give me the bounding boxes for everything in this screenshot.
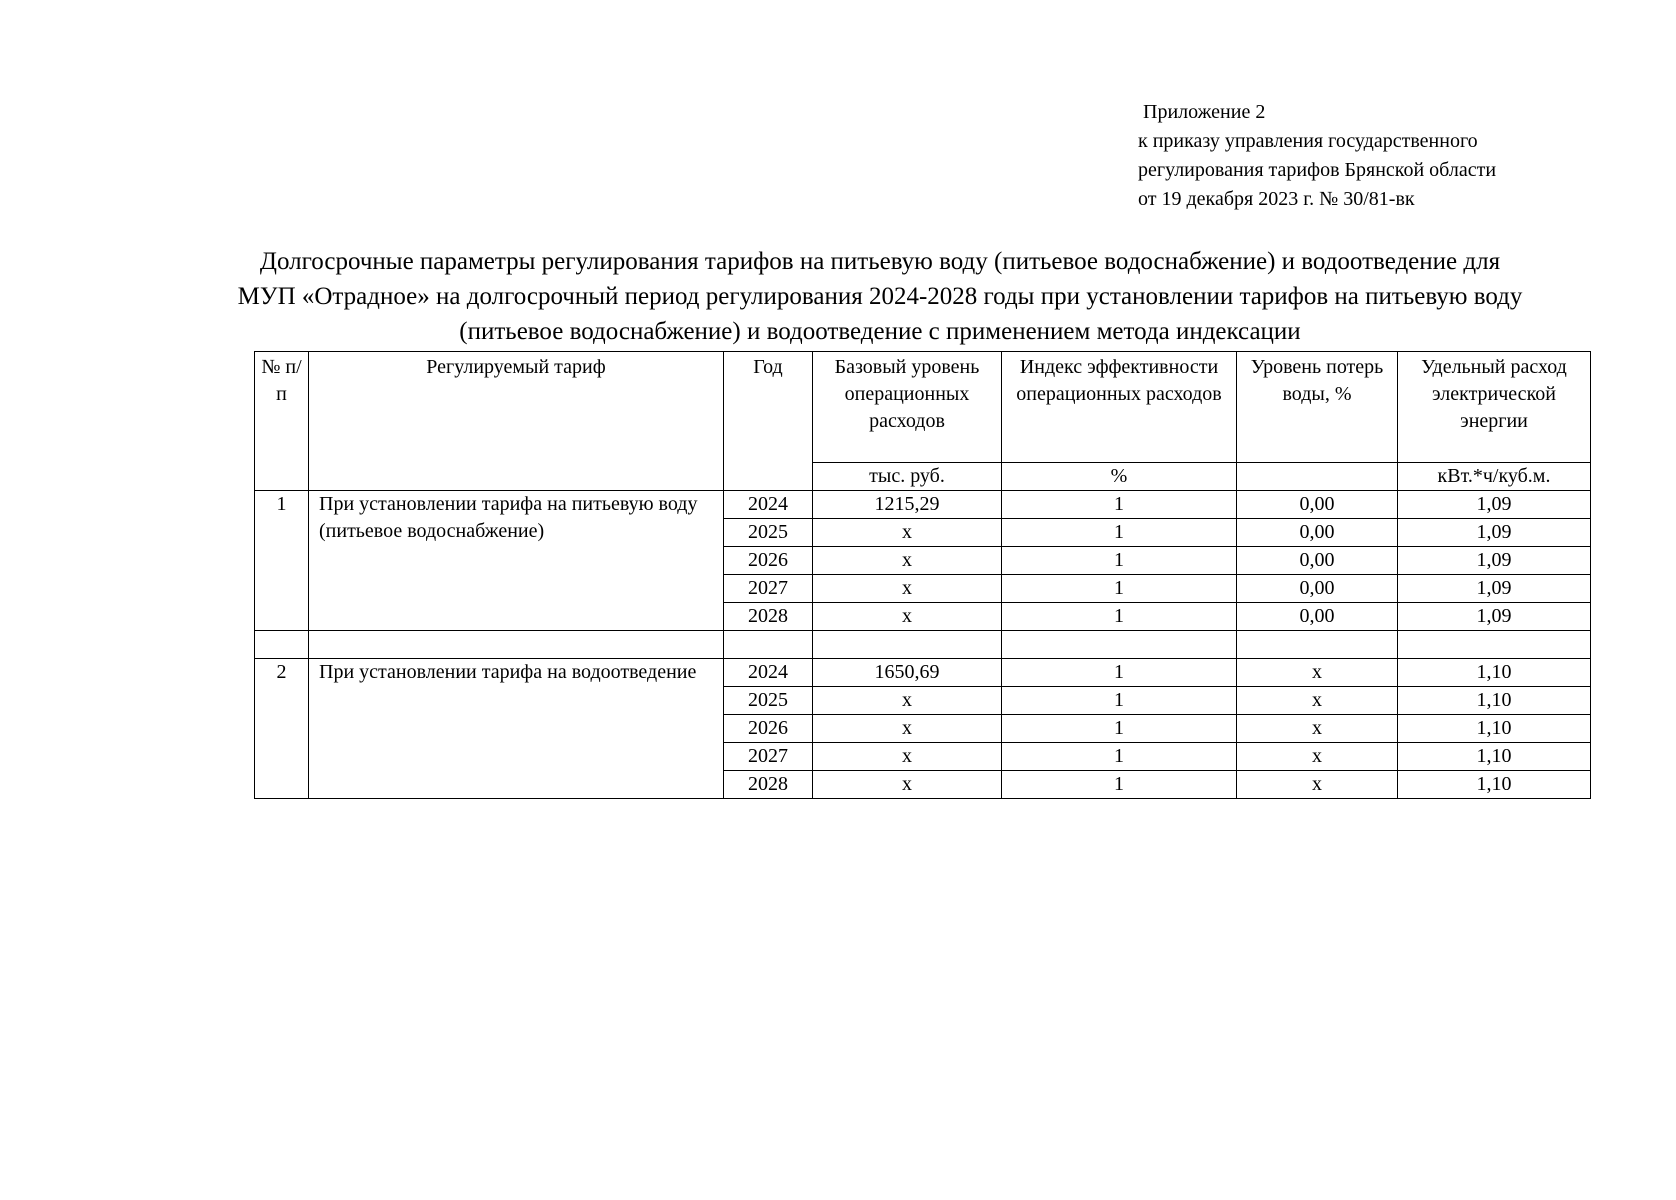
header-year: Год xyxy=(724,352,813,491)
cell-loss: 0,00 xyxy=(1237,519,1398,547)
tariff-name: При установлении тарифа на питьевую воду (питьевое водоснабжение) xyxy=(309,491,724,631)
cell-year: 2027 xyxy=(724,575,813,603)
cell-year: 2025 xyxy=(724,687,813,715)
cell-energy: 1,10 xyxy=(1398,659,1591,687)
cell-base: х xyxy=(813,715,1002,743)
unit-energy: кВт.*ч/куб.м. xyxy=(1398,463,1591,491)
cell-index: 1 xyxy=(1002,715,1237,743)
header-base: Базовый уровень операционных расходов xyxy=(813,352,1002,463)
cell-index: 1 xyxy=(1002,659,1237,687)
appendix-label: Приложение 2 xyxy=(1143,101,1266,123)
cell-base: х xyxy=(813,771,1002,799)
unit-index: % xyxy=(1002,463,1237,491)
cell-loss: х xyxy=(1237,687,1398,715)
cell-year: 2026 xyxy=(724,547,813,575)
cell-base: 1215,29 xyxy=(813,491,1002,519)
cell-loss: 0,00 xyxy=(1237,547,1398,575)
cell-index: 1 xyxy=(1002,575,1237,603)
cell-loss: 0,00 xyxy=(1237,603,1398,631)
cell-base: х xyxy=(813,743,1002,771)
cell-index: 1 xyxy=(1002,547,1237,575)
document-title xyxy=(140,244,1620,349)
cell-energy: 1,09 xyxy=(1398,603,1591,631)
header-loss: Уровень потерь воды, % xyxy=(1237,352,1398,463)
cell-index: 1 xyxy=(1002,519,1237,547)
appendix-line: регулирования тарифов Брянской области xyxy=(1138,159,1497,181)
row-number: 2 xyxy=(255,659,309,799)
cell-index: 1 xyxy=(1002,491,1237,519)
header-index: Индекс эффективности операционных расходов xyxy=(1002,352,1237,463)
cell-energy: 1,10 xyxy=(1398,743,1591,771)
cell-energy: 1,10 xyxy=(1398,715,1591,743)
cell-loss: 0,00 xyxy=(1237,575,1398,603)
cell-energy: 1,10 xyxy=(1398,771,1591,799)
title-line: (питьевое водоснабжение) и водоотведение с применением метода индексации xyxy=(459,318,1301,345)
empty-cell xyxy=(309,631,724,659)
parameters-table xyxy=(254,351,1591,799)
cell-base: х xyxy=(813,519,1002,547)
empty-cell xyxy=(724,631,813,659)
cell-base: х xyxy=(813,603,1002,631)
cell-year: 2027 xyxy=(724,743,813,771)
cell-loss: х xyxy=(1237,771,1398,799)
cell-energy: 1,10 xyxy=(1398,687,1591,715)
cell-loss: 0,00 xyxy=(1237,491,1398,519)
appendix-line: от 19 декабря 2023 г. № 30/81-вк xyxy=(1138,188,1415,210)
tariff-name: При установлении тарифа на водоотведение xyxy=(309,659,724,799)
table-row xyxy=(255,659,1591,687)
cell-year: 2028 xyxy=(724,771,813,799)
cell-year: 2024 xyxy=(724,491,813,519)
cell-base: 1650,69 xyxy=(813,659,1002,687)
title-line: МУП «Отрадное» на долгосрочный период регулирования 2024-2028 годы при установлении тарифов на питьевую воду xyxy=(237,283,1523,310)
cell-energy: 1,09 xyxy=(1398,575,1591,603)
row-number: 1 xyxy=(255,491,309,631)
empty-cell xyxy=(1237,631,1398,659)
cell-energy: 1,09 xyxy=(1398,491,1591,519)
empty-cell xyxy=(1002,631,1237,659)
cell-energy: 1,09 xyxy=(1398,547,1591,575)
header-num: № п/п xyxy=(255,352,309,491)
cell-year: 2028 xyxy=(724,603,813,631)
unit-loss xyxy=(1237,463,1398,491)
table-row xyxy=(255,491,1591,519)
header-row xyxy=(255,352,1591,463)
empty-cell xyxy=(1398,631,1591,659)
cell-energy: 1,09 xyxy=(1398,519,1591,547)
appendix-line: к приказу управления государственного xyxy=(1138,130,1478,152)
cell-index: 1 xyxy=(1002,743,1237,771)
unit-base: тыс. руб. xyxy=(813,463,1002,491)
cell-loss: х xyxy=(1237,743,1398,771)
cell-loss: х xyxy=(1237,715,1398,743)
cell-index: 1 xyxy=(1002,687,1237,715)
cell-loss: х xyxy=(1237,659,1398,687)
header-energy: Удельный расход электрической энергии xyxy=(1398,352,1591,463)
empty-cell xyxy=(255,631,309,659)
cell-year: 2025 xyxy=(724,519,813,547)
title-line: Долгосрочные параметры регулирования тарифов на питьевую воду (питьевое водоснабжение) и водоотведение для xyxy=(259,248,1501,275)
cell-index: 1 xyxy=(1002,603,1237,631)
empty-cell xyxy=(813,631,1002,659)
cell-base: х xyxy=(813,687,1002,715)
cell-index: 1 xyxy=(1002,771,1237,799)
cell-year: 2024 xyxy=(724,659,813,687)
header-tariff: Регулируемый тариф xyxy=(309,352,724,491)
appendix-block xyxy=(1138,98,1496,214)
cell-year: 2026 xyxy=(724,715,813,743)
cell-base: х xyxy=(813,547,1002,575)
cell-base: х xyxy=(813,575,1002,603)
spacer-row xyxy=(255,631,1591,659)
